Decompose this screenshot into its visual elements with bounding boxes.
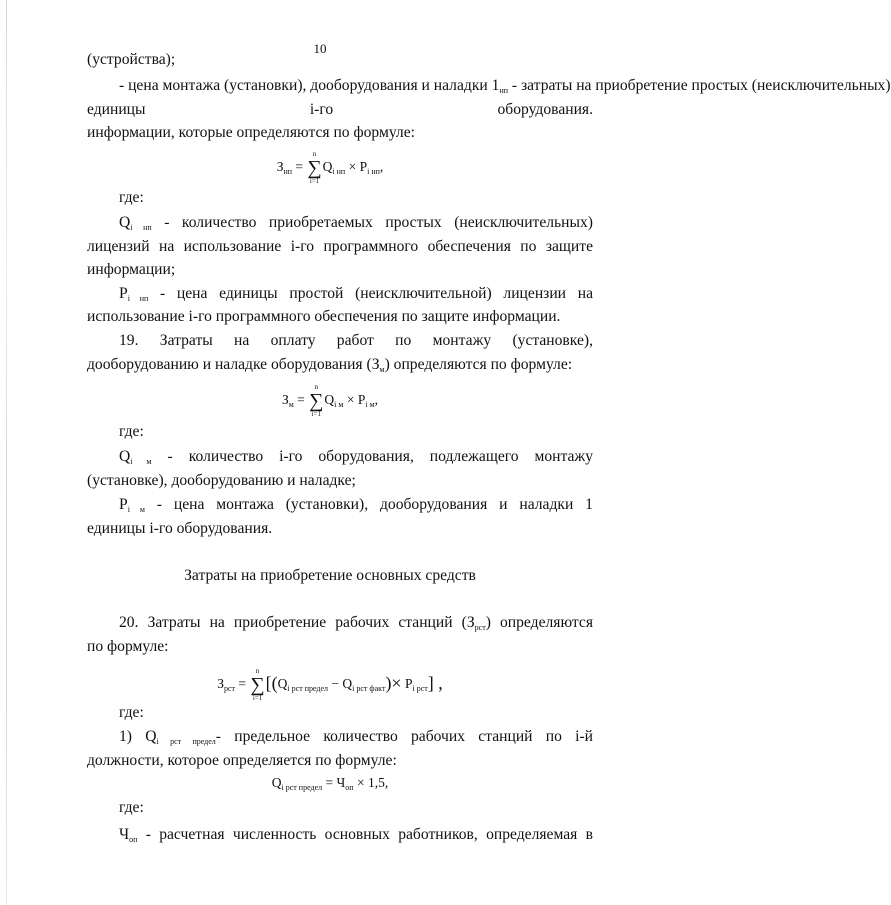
page-number: 10 xyxy=(313,41,327,56)
text-line: (устройства); xyxy=(87,51,176,68)
text-line: должности, которое определяется по формуле: xyxy=(87,752,397,769)
sum-symbol: n ∑ i=1 xyxy=(250,667,265,702)
text-line: Pi нп - цена единицы простой (неисключительной) лицензии на xyxy=(119,285,593,303)
text-line: единицы i-го оборудования. xyxy=(87,520,273,537)
formula-3: $З_{рст}$ = n ∑ i=1 $[(Q_{i рст предел} - Q_{i рст факт})\times P_{i рст}]$ , xyxy=(217,667,443,702)
formula-1: $З_{нп}$ = n ∑ i=1 $Q_{i нп} \times P_{i нп}$, xyxy=(276,150,384,185)
text-line: по формуле: xyxy=(87,638,169,655)
text-line: (установке), дооборудованию и наладке; xyxy=(87,472,356,489)
sum-symbol: n ∑ i=1 xyxy=(309,383,324,418)
text-line: где: xyxy=(119,704,144,721)
text-line: дооборудованию и наладке оборудования (Зм) определяются по формуле: xyxy=(87,356,573,374)
scan-edge-line xyxy=(6,0,7,905)
text-line: информации, которые определяются по формуле: xyxy=(87,124,415,141)
text-line: информации; xyxy=(87,261,176,278)
text-line: 1) Qi рст предел- предельное количество рабочих станций по i-й xyxy=(119,728,594,746)
text-line: 20. Затраты на приобретение рабочих станций (Зрст) определяются xyxy=(119,614,593,632)
text-line: Pi м - цена монтажа (установки), дооборудования и наладки 1 xyxy=(119,496,593,514)
text-line: - цена монтажа (установки), дооборудования и наладки 1нп - затраты на приобретение простых (неисключительных) xyxy=(119,77,891,95)
formula-4: $Q_{i рст предел} = Ч_{оп} \times 1,5$, xyxy=(271,775,389,792)
text-line: где: xyxy=(119,189,144,206)
text-line: Qi м - количество i-го оборудования, подлежащего монтажу xyxy=(119,448,594,466)
section-heading: Затраты на приобретение основных средств xyxy=(184,567,476,584)
text-line: 19. Затраты на оплату работ по монтажу (установке), xyxy=(119,332,593,349)
text-line: лицензий на использование i-го программного обеспечения по защите xyxy=(87,238,593,255)
text-line: Qi нп - количество приобретаемых простых (неисключительных) xyxy=(119,214,593,232)
text-line: где: xyxy=(119,799,144,816)
text-line: где: xyxy=(119,423,144,440)
sum-symbol: n ∑ i=1 xyxy=(307,150,322,185)
text-line: единицы i-го оборудования. xyxy=(87,101,593,118)
text-line: использование i-го программного обеспечения по защите информации. xyxy=(87,308,561,325)
text-line: Чоп - расчетная численность основных работников, определяемая в xyxy=(119,826,593,844)
formula-2: $З_м$ = n ∑ i=1 $Q_{i м} \times P_{i м}$, xyxy=(281,383,379,418)
